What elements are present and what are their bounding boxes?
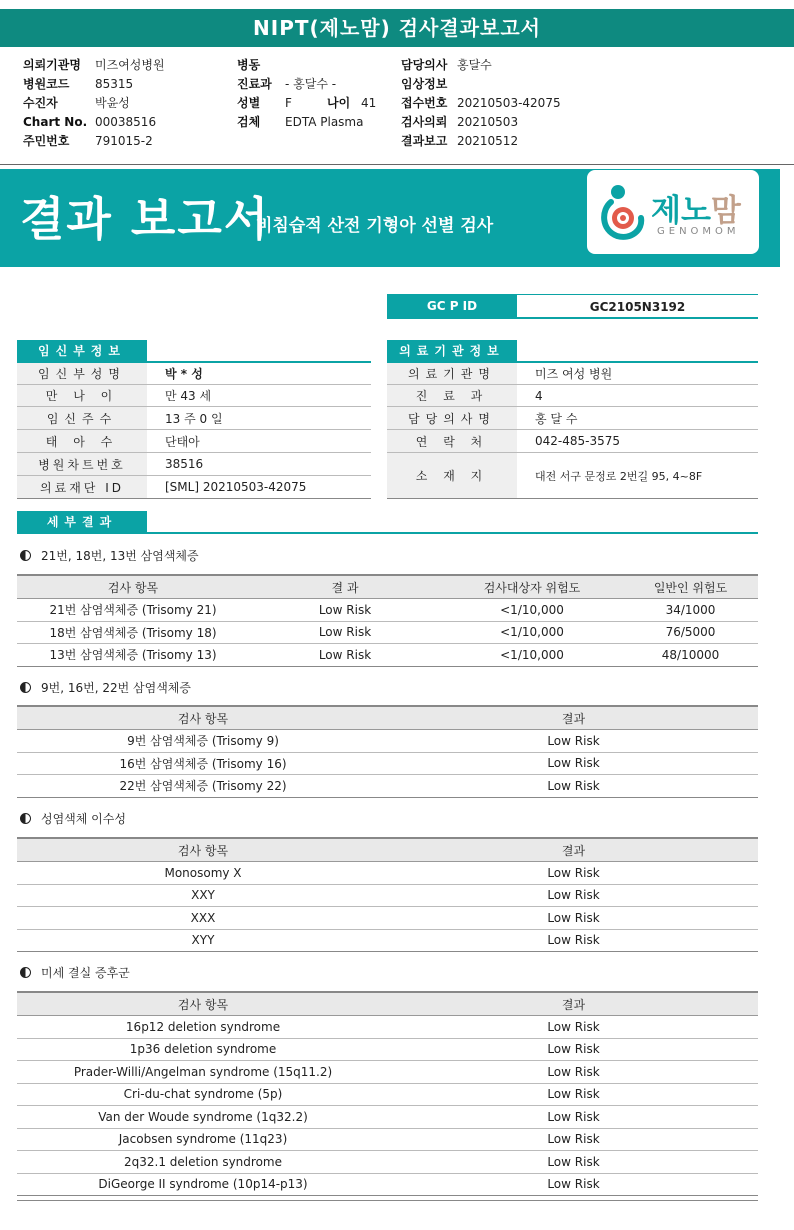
col-header: 검사 항목 — [17, 706, 389, 730]
group1-heading — [20, 547, 199, 564]
header-col3 — [401, 56, 561, 151]
value-institution: 미즈여성병원 — [95, 58, 165, 72]
table-row — [17, 1016, 758, 1039]
cell-test: Prader-Willi/Angelman syndrome (15q11.2) — [17, 1061, 389, 1084]
logo-subtext: GENOMOM — [657, 226, 740, 237]
info-key: 담당의사명 — [387, 407, 517, 429]
table-row — [17, 1083, 758, 1106]
info-key: 연 락 처 — [387, 430, 517, 452]
gcp-id-value: GC2105N3192 — [517, 294, 758, 319]
institution-info-title: 의료기관정보 — [387, 340, 517, 362]
value-hospital-code: 85315 — [95, 77, 134, 91]
cell-result: Low Risk — [389, 730, 758, 753]
cell-test: Monosomy X — [17, 862, 389, 885]
table-row — [17, 644, 758, 667]
table-row — [17, 775, 758, 798]
cell-result: Low Risk — [389, 862, 758, 885]
info-value: 홍 달 수 — [535, 411, 578, 426]
col-header: 검사 항목 — [17, 575, 249, 599]
info-value: 미즈 여성 병원 — [535, 367, 613, 381]
logo-text: 제노 — [651, 193, 711, 229]
info-key: 의료기관명 — [387, 363, 517, 384]
half-circle-icon — [20, 967, 31, 978]
info-row — [17, 363, 371, 385]
cell-test: 13번 삼염색체증 (Trisomy 13) — [17, 644, 249, 667]
table-row — [17, 1061, 758, 1084]
info-value: 단태아 — [165, 434, 200, 449]
info-row — [17, 407, 371, 430]
info-row — [387, 363, 758, 385]
col-header: 결과 — [389, 706, 758, 730]
col-header: 검사 항목 — [17, 992, 389, 1016]
cell-subject-risk: <1/10,000 — [441, 644, 623, 667]
logo-mother-icon — [601, 184, 647, 240]
value-age: 41 — [361, 96, 377, 110]
table-row — [17, 1173, 758, 1196]
banner-subtitle: 비침습적 산전 기형아 선별 검사 — [256, 216, 494, 236]
header-col1 — [23, 56, 165, 151]
cell-result: Low Risk — [389, 884, 758, 907]
cell-test: 16p12 deletion syndrome — [17, 1016, 389, 1039]
info-key: 병원차트번호 — [17, 453, 147, 475]
cell-result: Low Risk — [389, 1038, 758, 1061]
cell-test: 2q32.1 deletion syndrome — [17, 1151, 389, 1174]
logo-text-accent: 맘 — [710, 193, 741, 229]
table-row — [17, 929, 758, 952]
cell-result: Low Risk — [389, 929, 758, 952]
value-receipt-no: 20210503-42075 — [457, 96, 561, 110]
banner-title: 결과 보고서 — [20, 192, 271, 246]
cell-test: Van der Woude syndrome (1q32.2) — [17, 1106, 389, 1129]
cell-subject-risk: <1/10,000 — [441, 599, 623, 622]
info-value: 박 * 성 — [165, 367, 203, 381]
info-key: 임신주수 — [17, 407, 147, 429]
institution-info-table — [387, 363, 758, 498]
cell-general-risk: 34/1000 — [623, 599, 758, 622]
cell-result: Low Risk — [389, 1151, 758, 1174]
report-title: NIPT(제노맘) 검사결과보고서 — [0, 9, 794, 47]
gcp-id-label: GC P ID — [387, 294, 517, 319]
group2-heading — [20, 679, 191, 696]
info-key: 태 아 수 — [17, 430, 147, 452]
table-row — [17, 730, 758, 753]
label-ward: 병동 — [237, 58, 261, 72]
label-patient: 수진자 — [23, 96, 58, 110]
pregnant-info-table — [17, 363, 371, 498]
cell-result: Low Risk — [389, 1016, 758, 1039]
cell-result: Low Risk — [389, 907, 758, 930]
cell-result: Low Risk — [389, 1128, 758, 1151]
cell-general-risk: 76/5000 — [623, 621, 758, 644]
info-value: 042-485-3575 — [535, 434, 621, 448]
label-request-date: 검사의뢰 — [401, 115, 448, 129]
label-hospital-code: 병원코드 — [23, 77, 70, 91]
header-col2 — [237, 56, 376, 132]
label-report-date: 결과보고 — [401, 134, 448, 148]
label-institution: 의뢰기관명 — [23, 58, 81, 72]
info-value: 4 — [535, 388, 543, 403]
table-row — [17, 1151, 758, 1174]
col-header: 결과 — [389, 838, 758, 862]
cell-test: 18번 삼염색체증 (Trisomy 18) — [17, 621, 249, 644]
bottom-divider — [17, 1200, 758, 1201]
table-row — [17, 752, 758, 775]
label-department: 진료과 — [237, 77, 272, 91]
group4-heading — [20, 964, 130, 981]
group2-heading-text: 9번, 16번, 22번 삼염색체증 — [41, 681, 191, 695]
cell-result: Low Risk — [389, 1083, 758, 1106]
value-department: - 홍달수 - — [285, 77, 337, 91]
table-row — [17, 1128, 758, 1151]
cell-general-risk: 48/10000 — [623, 644, 758, 667]
group1-table — [17, 574, 758, 667]
label-chart-no: Chart No. — [23, 115, 88, 129]
gcp-id — [387, 294, 758, 319]
cell-test: DiGeorge II syndrome (10p14-p13) — [17, 1173, 389, 1196]
cell-result: Low Risk — [389, 775, 758, 798]
cell-test: 21번 삼염색체증 (Trisomy 21) — [17, 599, 249, 622]
info-row — [17, 453, 371, 476]
table-row — [17, 907, 758, 930]
info-row — [387, 453, 758, 499]
col-header: 검사 항목 — [17, 838, 389, 862]
info-key: 진 료 과 — [387, 385, 517, 406]
details-line — [17, 532, 758, 534]
value-sex: F — [285, 96, 292, 110]
group3-heading-text: 성염색체 이수성 — [41, 812, 126, 826]
cell-result: Low Risk — [249, 621, 441, 644]
col-header: 일반인 위험도 — [623, 575, 758, 599]
info-value: 대전 서구 문정로 2번길 95, 4~8F — [535, 469, 703, 483]
cell-result: Low Risk — [389, 752, 758, 775]
group4-heading-text: 미세 결실 증후군 — [41, 966, 130, 980]
table-row — [17, 599, 758, 622]
table-row — [17, 1106, 758, 1129]
value-resident-no: 791015-2 — [95, 134, 153, 148]
cell-test: XXX — [17, 907, 389, 930]
half-circle-icon — [20, 682, 31, 693]
group3-table — [17, 837, 758, 952]
value-patient: 박윤성 — [95, 96, 130, 110]
info-row — [387, 385, 758, 407]
col-header: 검사대상자 위험도 — [441, 575, 623, 599]
info-row — [387, 430, 758, 453]
group2-table — [17, 705, 758, 798]
info-value: 만 43 세 — [165, 389, 212, 403]
cell-test: 16번 삼염색체증 (Trisomy 16) — [17, 752, 389, 775]
cell-test: Jacobsen syndrome (11q23) — [17, 1128, 389, 1151]
pregnant-info-title: 임신부정보 — [17, 340, 147, 362]
cell-subject-risk: <1/10,000 — [441, 621, 623, 644]
col-header: 결 과 — [249, 575, 441, 599]
info-key: 만 나 이 — [17, 385, 147, 406]
table-row — [17, 862, 758, 885]
info-value: 38516 — [165, 457, 204, 471]
half-circle-icon — [20, 813, 31, 824]
info-row — [387, 407, 758, 430]
table-row — [17, 621, 758, 644]
group1-heading-text: 21번, 18번, 13번 삼염색체증 — [41, 549, 199, 563]
details-title: 세부결과 — [17, 511, 147, 533]
label-sex: 성별 — [237, 96, 261, 110]
cell-result: Low Risk — [389, 1106, 758, 1129]
info-value: [SML] 20210503-42075 — [165, 480, 307, 494]
info-key: 소 재 지 — [387, 453, 517, 498]
info-row — [17, 476, 371, 499]
value-specimen: EDTA Plasma — [285, 115, 364, 129]
info-key: 임신부성명 — [17, 363, 147, 384]
label-clinical-info: 임상정보 — [401, 77, 448, 91]
info-key: 의료재단 ID — [17, 476, 147, 498]
group3-heading — [20, 810, 126, 827]
cell-test: XYY — [17, 929, 389, 952]
cell-test: 22번 삼염색체증 (Trisomy 22) — [17, 775, 389, 798]
value-chart-no: 00038516 — [95, 115, 157, 129]
cell-result: Low Risk — [249, 644, 441, 667]
genomom-logo — [587, 170, 759, 254]
info-value: 13 주 0 일 — [165, 411, 223, 426]
cell-result: Low Risk — [389, 1061, 758, 1084]
table-row — [17, 884, 758, 907]
label-specimen: 검체 — [237, 115, 261, 129]
col-header: 결과 — [389, 992, 758, 1016]
table-row — [17, 1038, 758, 1061]
label-age: 나이 — [327, 96, 351, 110]
cell-test: 9번 삼염색체증 (Trisomy 9) — [17, 730, 389, 753]
label-doctor: 담당의사 — [401, 58, 448, 72]
cell-test: Cri-du-chat syndrome (5p) — [17, 1083, 389, 1106]
value-report-date: 20210512 — [457, 134, 519, 148]
half-circle-icon — [20, 550, 31, 561]
group4-table — [17, 991, 758, 1196]
label-resident-no: 주민번호 — [23, 134, 70, 148]
cell-test: 1p36 deletion syndrome — [17, 1038, 389, 1061]
value-doctor: 홍달수 — [457, 58, 492, 72]
cell-result: Low Risk — [249, 599, 441, 622]
info-row — [17, 430, 371, 453]
cell-result: Low Risk — [389, 1173, 758, 1196]
cell-test: XXY — [17, 884, 389, 907]
label-receipt-no: 접수번호 — [401, 96, 448, 110]
value-request-date: 20210503 — [457, 115, 519, 129]
header-divider — [0, 164, 794, 165]
info-row — [17, 385, 371, 407]
